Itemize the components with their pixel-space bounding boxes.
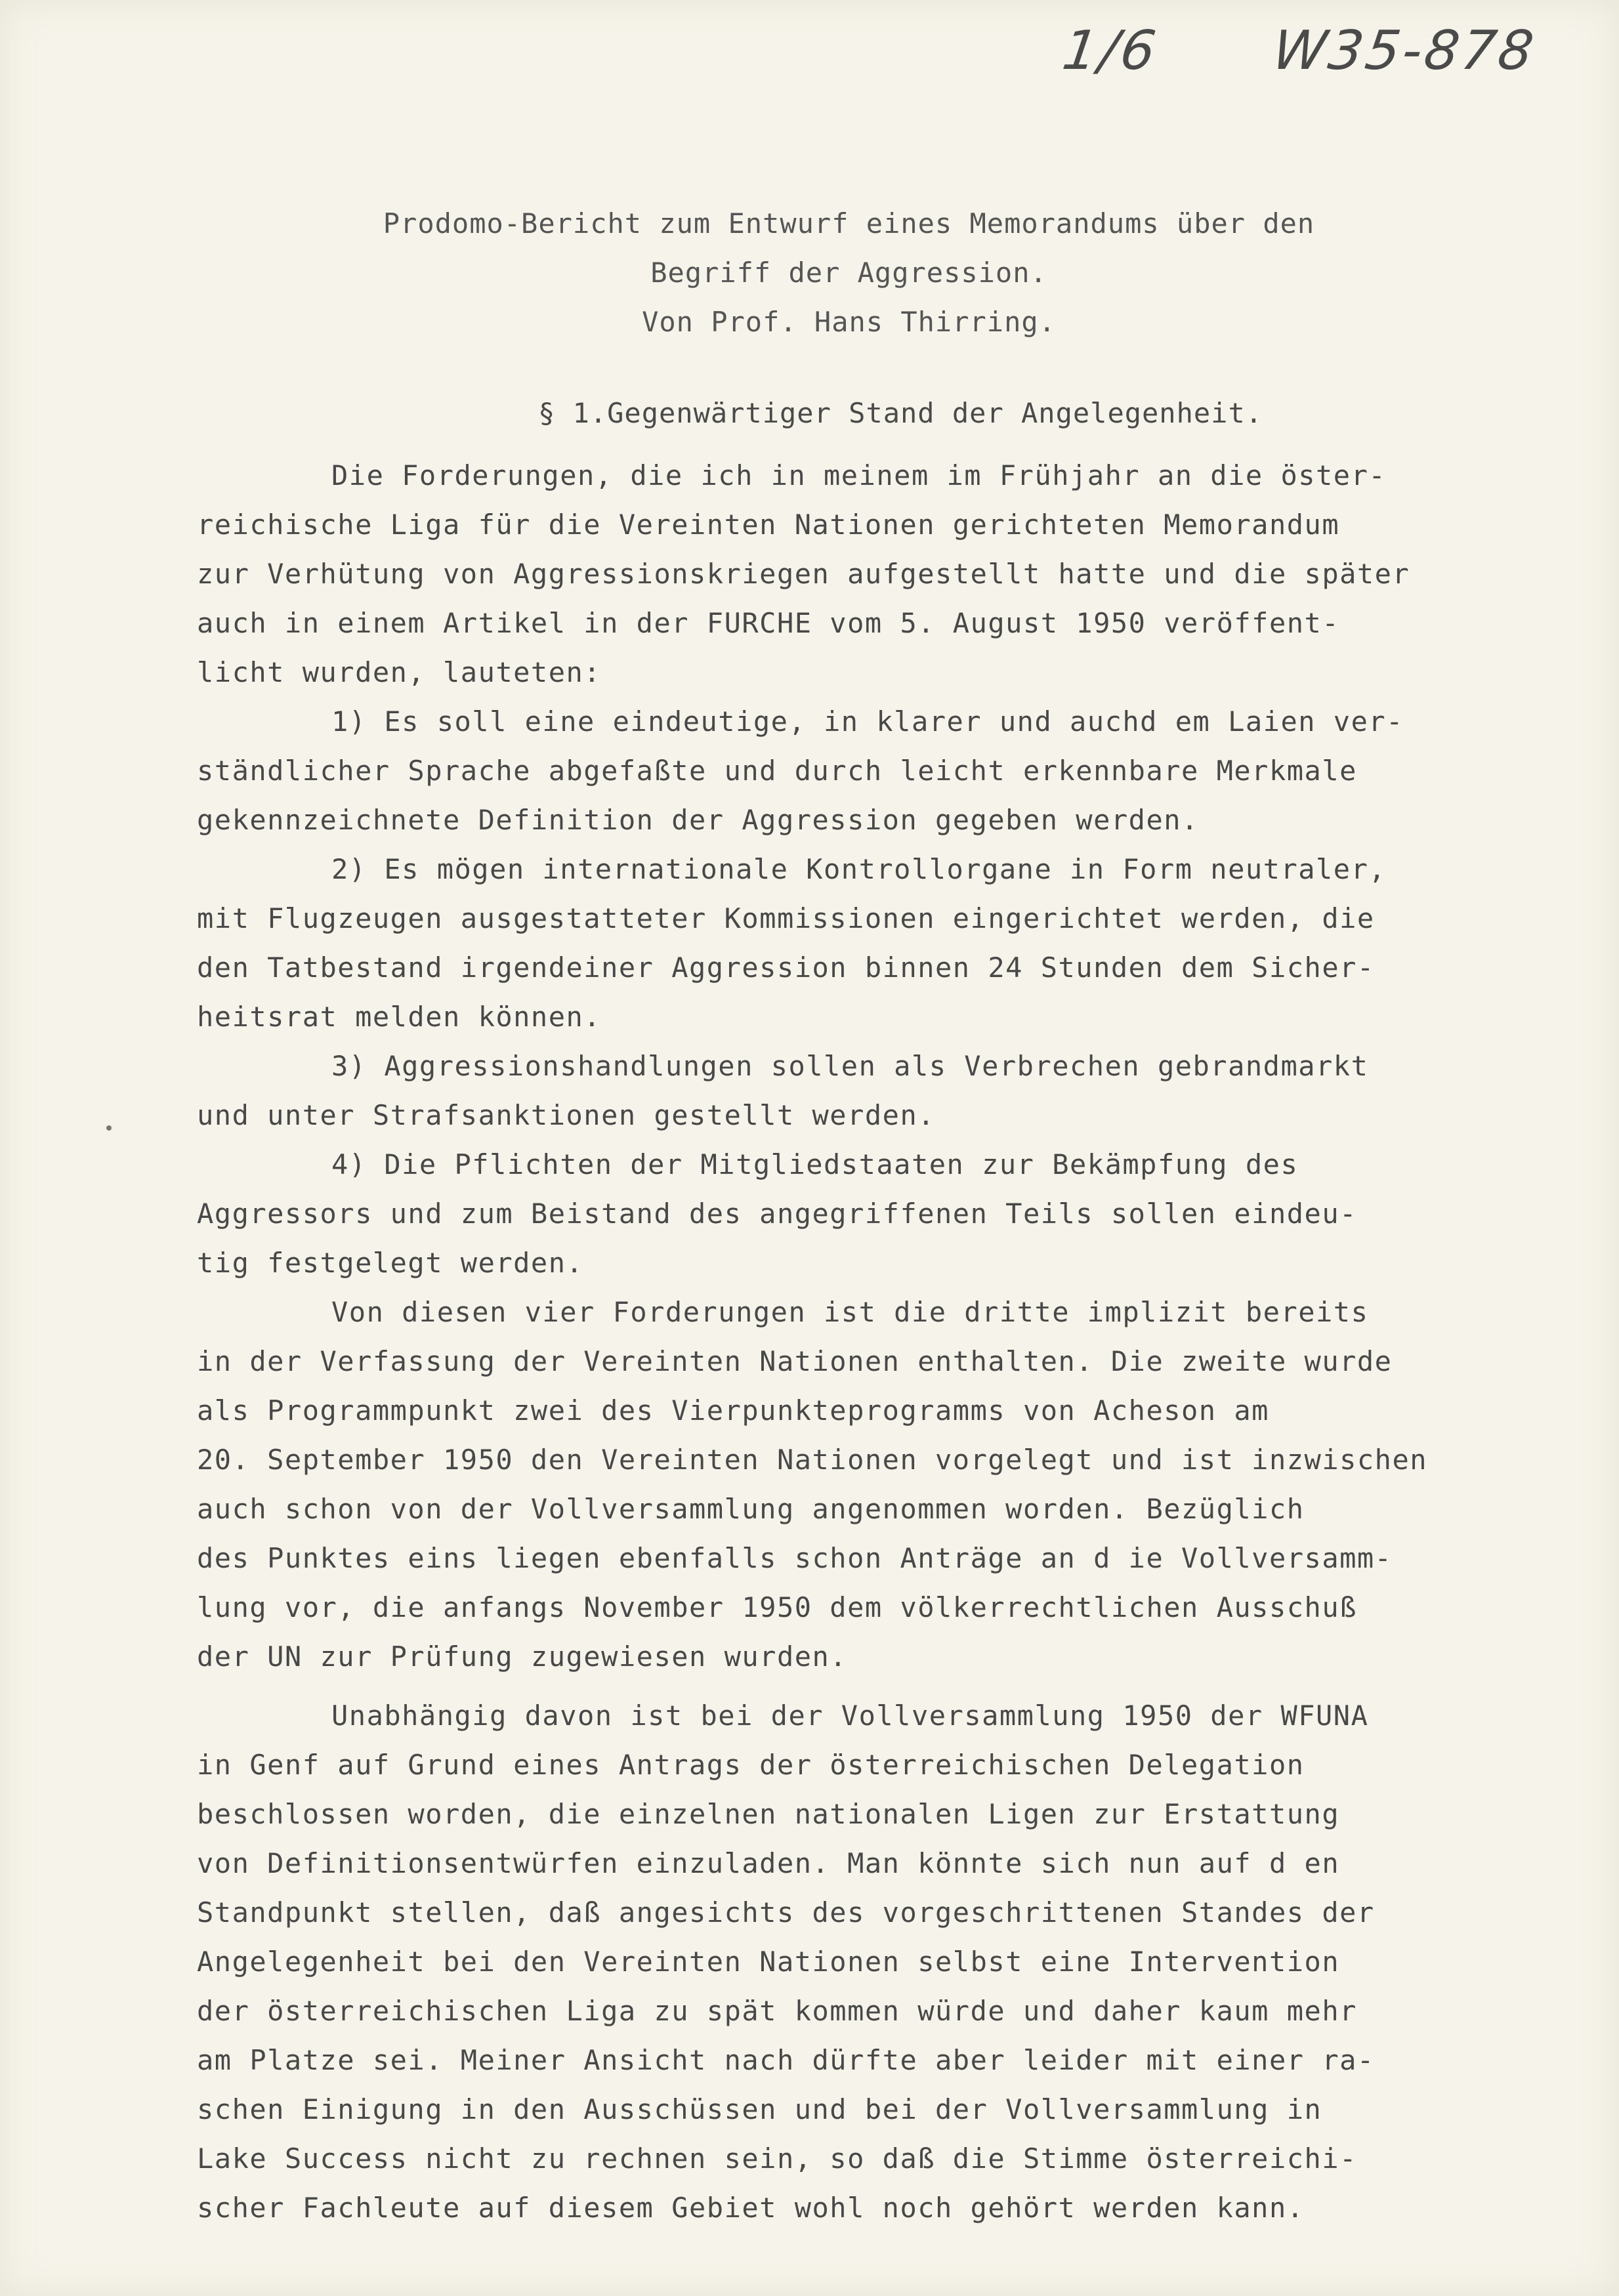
paper-speck xyxy=(106,1125,112,1131)
paragraph-line: Angelegenheit bei den Vereinten Nationen selbst eine Intervention xyxy=(197,1946,1340,1978)
paragraph-line: am Platze sei. Meiner Ansicht nach dürfte aber leider mit einer ra- xyxy=(197,2044,1375,2076)
paragraph-line: licht wurden, lauteten: xyxy=(197,656,602,688)
list-item-2-line: mit Flugzeugen ausgestatteter Kommissionen eingerichtet werden, die xyxy=(197,902,1375,934)
paragraph-line: der UN zur Prüfung zugewiesen wurden. xyxy=(197,1640,848,1673)
list-item-2-line: 2) Es mögen internationale Kontrollorgane in Form neutraler, xyxy=(331,853,1387,885)
paragraph-line: in der Verfassung der Vereinten Nationen enthalten. Die zweite wurde xyxy=(197,1345,1393,1377)
list-item-3-line: und unter Strafsanktionen gestellt werden. xyxy=(197,1099,936,1131)
paragraph-line: auch in einem Artikel in der FURCHE vom 5. August 1950 veröffent- xyxy=(197,607,1340,639)
paragraph-line: Die Forderungen, die ich in meinem im Frühjahr an die öster- xyxy=(331,459,1387,491)
list-item-1-line: gekennzeichnete Definition der Aggression gegeben werden. xyxy=(197,804,1199,836)
paragraph-line: lung vor, die anfangs November 1950 dem völkerrechtlichen Ausschuß xyxy=(197,1591,1357,1623)
paragraph-line: 20. September 1950 den Vereinten Nationen vorgelegt und ist inzwischen xyxy=(197,1444,1428,1476)
list-item-1-line: ständlicher Sprache abgefaßte und durch leicht erkennbare Merkmale xyxy=(197,755,1357,787)
document-title-line-1: Prodomo-Bericht zum Entwurf eines Memorandums über den xyxy=(383,207,1315,240)
archive-page-mark: 1/6 xyxy=(1059,20,1162,82)
paragraph-line: auch schon von der Vollversammlung angenommen worden. Bezüglich xyxy=(197,1493,1305,1525)
paragraph-line: zur Verhütung von Aggressionskriegen aufgestellt hatte und die später xyxy=(197,558,1410,590)
paragraph-line: scher Fachleute auf diesem Gebiet wohl noch gehört werden kann. xyxy=(197,2192,1305,2224)
paragraph-line: Unabhängig davon ist bei der Vollversammlung 1950 der WFUNA xyxy=(331,1700,1369,1732)
paragraph-line: Von diesen vier Forderungen ist die dritte implizit bereits xyxy=(331,1296,1369,1328)
paragraph-line: reichische Liga für die Vereinten Nationen gerichteten Memorandum xyxy=(197,509,1340,541)
list-item-1-line: 1) Es soll eine eindeutige, in klarer und auchd em Laien ver- xyxy=(331,705,1404,738)
list-item-2-line: den Tatbestand irgendeiner Aggression binnen 24 Stunden dem Sicher- xyxy=(197,951,1375,984)
document-title-line-2: Begriff der Aggression. xyxy=(650,257,1047,289)
paragraph-line: von Definitionsentwürfen einzuladen. Man könnte sich nun auf d en xyxy=(197,1847,1340,1879)
paragraph-line: der österreichischen Liga zu spät kommen würde und daher kaum mehr xyxy=(197,1995,1357,2027)
section-heading: § 1.Gegenwärtiger Stand der Angelegenheit. xyxy=(538,397,1263,429)
document-author-line: Von Prof. Hans Thirring. xyxy=(642,306,1056,338)
list-item-3-line: 3) Aggressionshandlungen sollen als Verbrechen gebrandmarkt xyxy=(331,1050,1369,1082)
paragraph-line: schen Einigung in den Ausschüssen und bei der Vollversammlung in xyxy=(197,2093,1322,2125)
paragraph-line: Standpunkt stellen, daß angesichts des vorgeschrittenen Standes der xyxy=(197,1896,1375,1929)
paragraph-line: Lake Success nicht zu rechnen sein, so daß die Stimme österreichi- xyxy=(197,2142,1357,2175)
paragraph-line: beschlossen worden, die einzelnen nationalen Ligen zur Erstattung xyxy=(197,1798,1340,1830)
paragraph-line: als Programmpunkt zwei des Vierpunkteprogramms von Acheson am xyxy=(197,1394,1269,1427)
paragraph-line: des Punktes eins liegen ebenfalls schon Anträge an d ie Vollversamm- xyxy=(197,1542,1393,1574)
list-item-2-line: heitsrat melden können. xyxy=(197,1001,602,1033)
paragraph-line: in Genf auf Grund eines Antrags der österreichischen Delegation xyxy=(197,1749,1305,1781)
list-item-4-line: 4) Die Pflichten der Mitgliedstaaten zur Bekämpfung des xyxy=(331,1148,1299,1180)
archive-signature-mark: W35-878 xyxy=(1269,20,1540,82)
list-item-4-line: Aggressors und zum Beistand des angegriffenen Teils sollen eindeu- xyxy=(197,1198,1357,1230)
list-item-4-line: tig festgelegt werden. xyxy=(197,1247,584,1279)
